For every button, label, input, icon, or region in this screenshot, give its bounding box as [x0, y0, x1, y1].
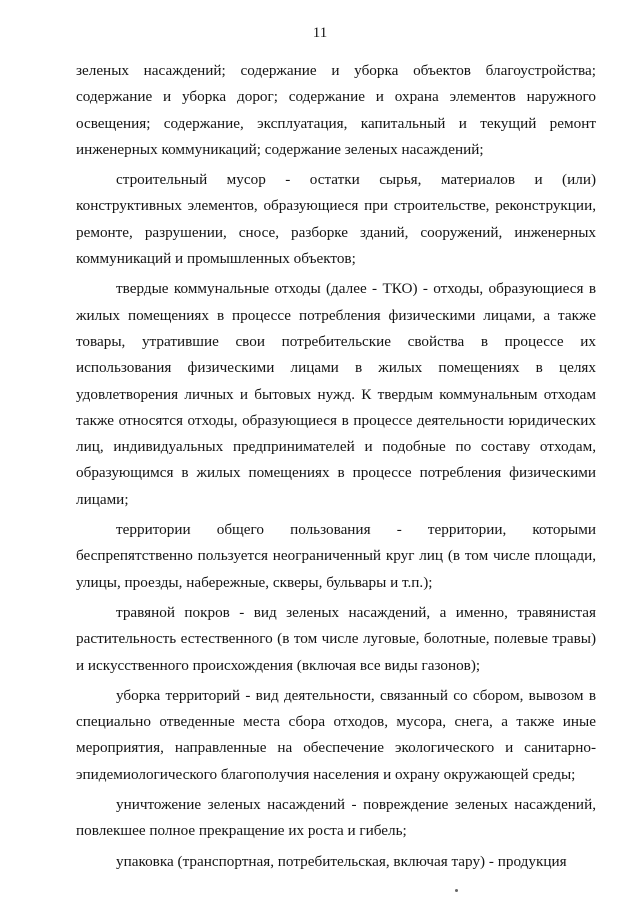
- paragraph-continuation: зеленых насаждений; содержание и уборка объектов благоустройства; содержание и уборка дорог; содержание и охрана элементов наружного освещения; содержание, эксплуатация, капитальный и текущий ремонт инженерных коммуникаций; содержание зеленых насаждений;: [76, 62, 596, 158]
- paragraph-municipal-solid-waste: твердые коммунальные отходы (далее - ТКО) - отходы, образующиеся в жилых помещениях в процессе потребления физическими лицами, а также товары, утратившие свои потребительские свойства в процессе их использования физическими лицами в жилых помещениях в целях удовлетворения личных и бытовых нужд. К твердым коммунальным отходам также относятся отходы, образующиеся в процессе деятельности юридических лиц, индивидуальных предпринимателей и подобные по составу отходам, образующимся в жилых помещениях в процессе потребления физическими лицами;: [76, 280, 596, 508]
- paragraph-destruction-of-green-spaces: уничтожение зеленых насаждений - повреждение зеленых насаждений, повлекшее полное прекращение их роста и гибель;: [76, 796, 596, 840]
- page-number: 11: [312, 25, 328, 41]
- paragraph-packaging: упаковка (транспортная, потребительская, включая тару) - продукция: [116, 852, 567, 870]
- scan-speck: [455, 889, 458, 892]
- paragraph-grass-cover: травяной покров - вид зеленых насаждений, а именно, травянистая растительность естественного (в том числе луговые, болотные, полевые травы) и искусственного происхождения (включая все виды газонов);: [76, 603, 596, 674]
- paragraph-territory-cleaning: уборка территорий - вид деятельности, связанный со сбором, вывозом в специально отведенные места сбора отходов, мусора, снега, а также иные мероприятия, направленные на обеспечение экологического и санитарно-эпидемиологического благополучия населения и охрану окружающей среды;: [76, 686, 596, 783]
- document-body: [76, 58, 596, 875]
- paragraph-public-territories: территории общего пользования - территории, которыми беспрепятственно пользуется неограниченный круг лиц (в том числе площади, улицы, проезды, набережные, скверы, бульвары и т.п.);: [76, 521, 596, 591]
- paragraph-construction-waste: строительный мусор - остатки сырья, материалов и (или) конструктивных элементов, образующиеся при строительстве, реконструкции, ремонте, разрушении, сносе, разборке зданий, сооружений, инженерных коммуникаций и промышленных объектов;: [76, 171, 596, 268]
